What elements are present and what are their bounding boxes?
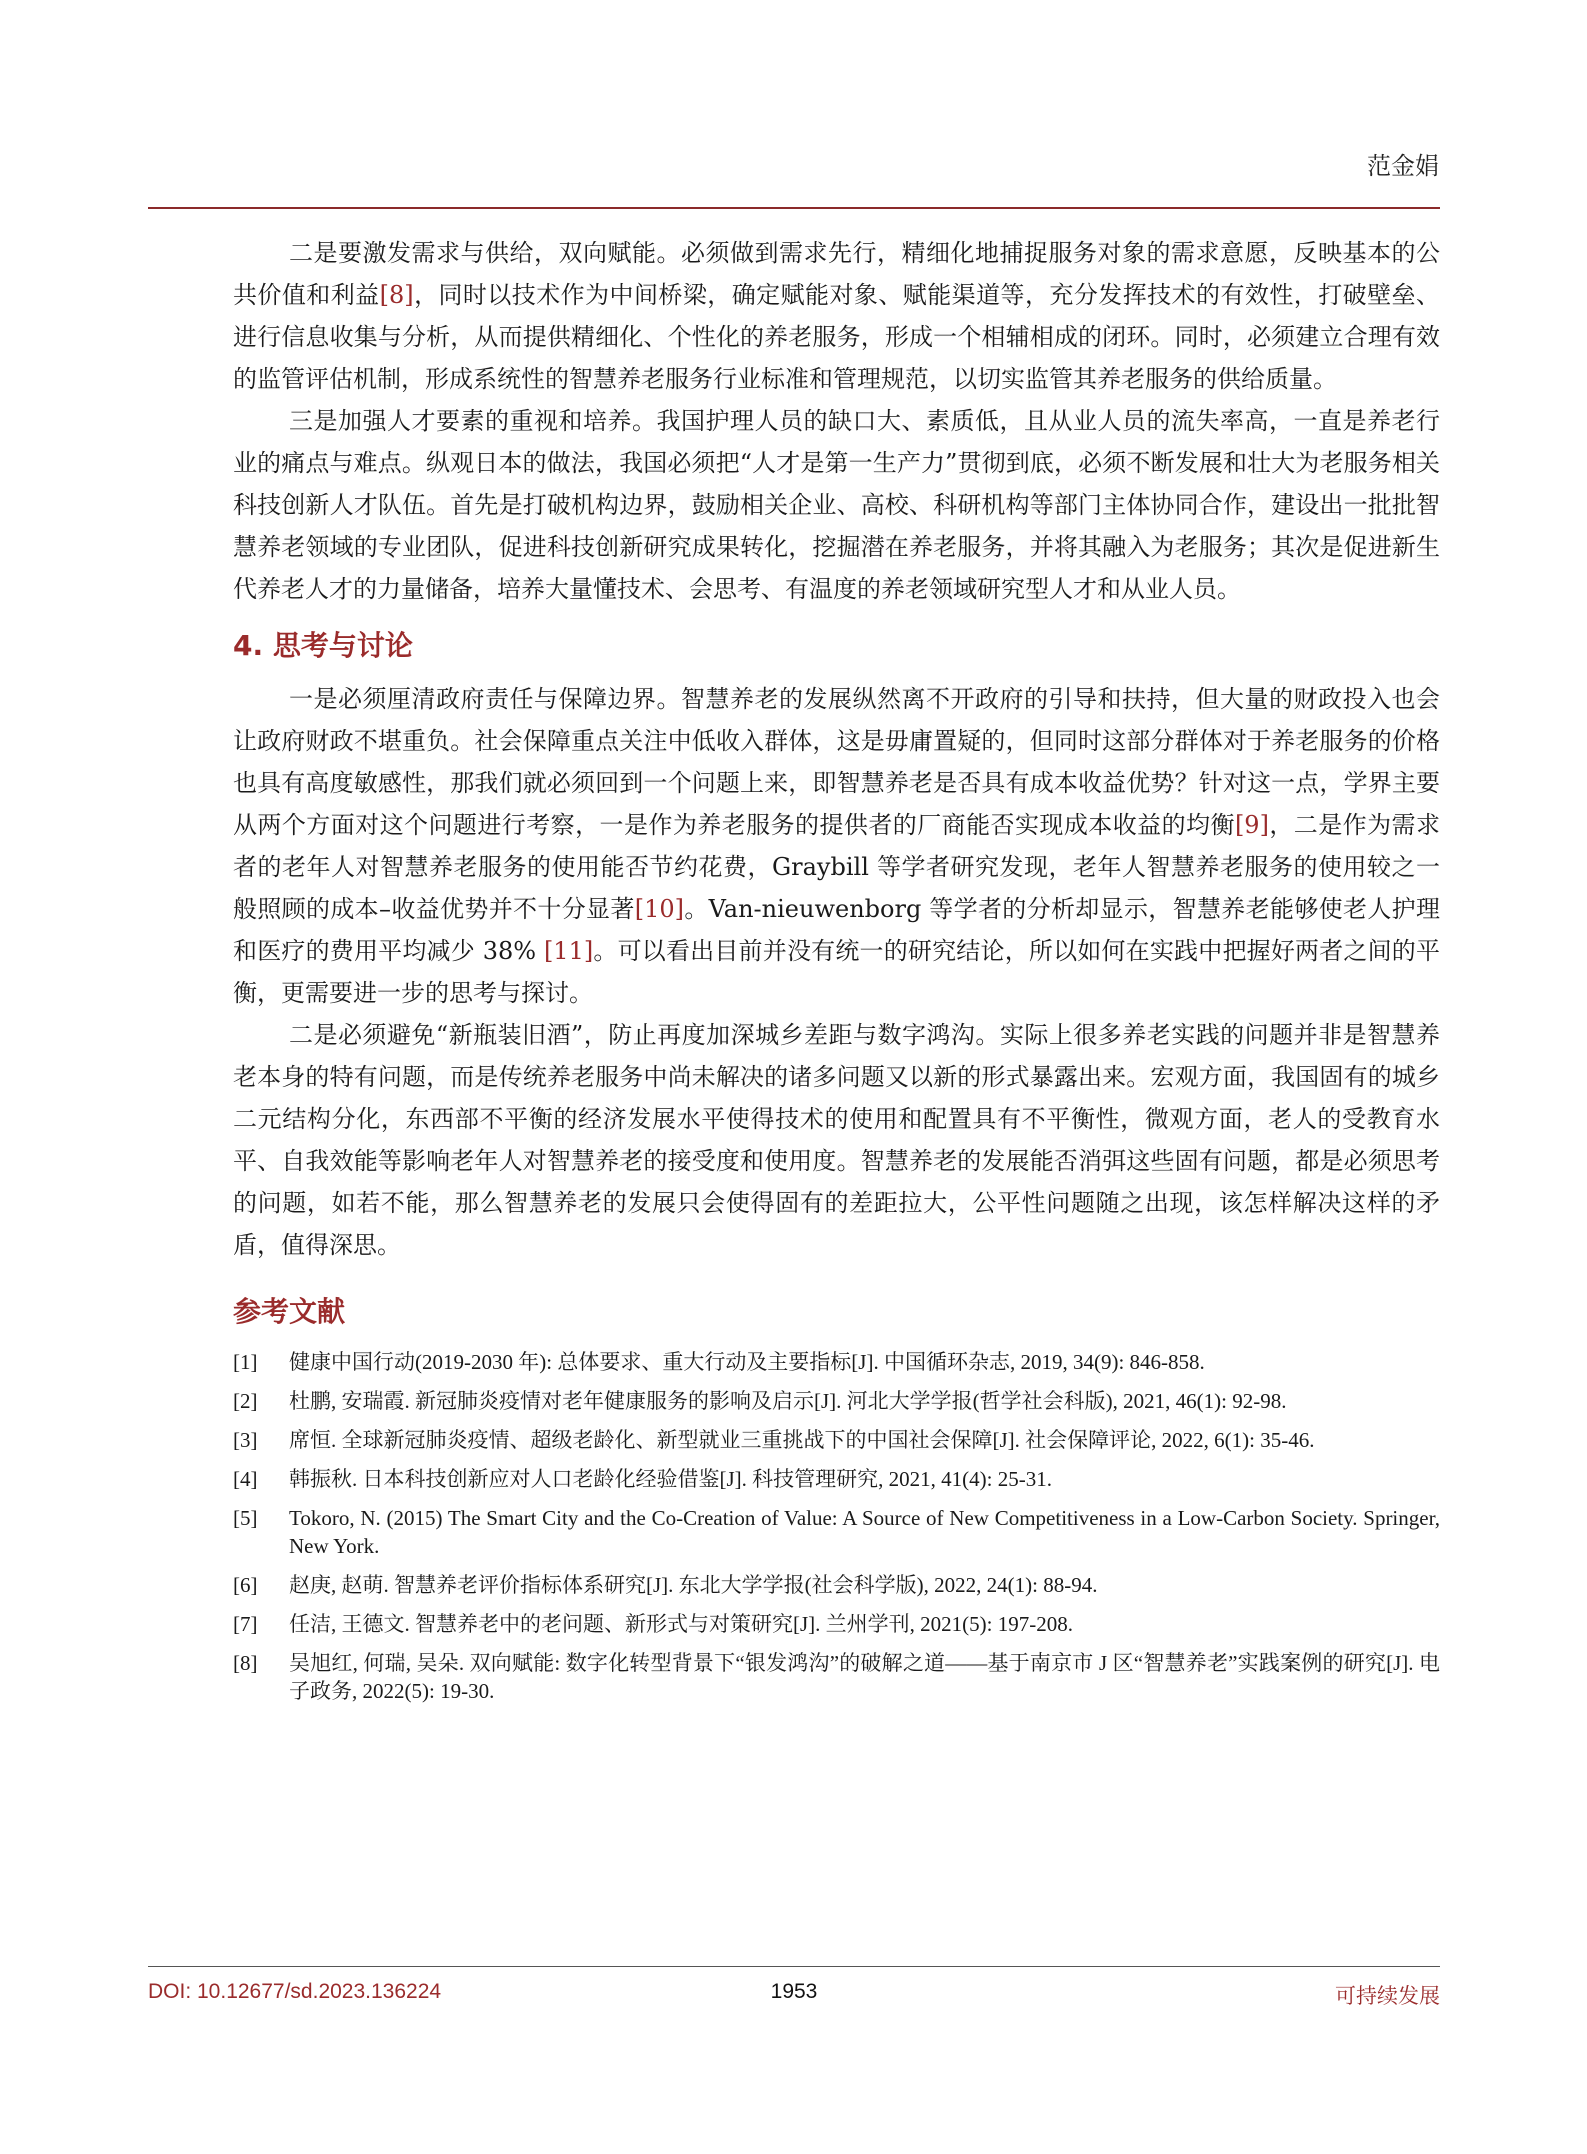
reference-number: [4] (233, 1467, 258, 1491)
paragraph-text: 。Van-nieuwenborg 等学者的分析却显示，智慧养老能够使老人护理和医疗的费用平均减少 38% (233, 895, 1440, 965)
paragraph-text: 。可以看出目前并没有统一的研究结论，所以如何在实践中把握好两者之间的平衡，更需要进一步的思考与探讨。 (233, 937, 1440, 1007)
references-heading: 参考文献 (233, 1295, 346, 1328)
footer (148, 1980, 1440, 2010)
page-number: 1953 (770, 1980, 818, 2003)
reference-text: 赵庚, 赵萌. 智慧养老评价指标体系研究[J]. 东北大学学报(社会科学版), 2022, 24(1): 88-94. (289, 1573, 1098, 1597)
paragraph-text: 二是必须避免“新瓶装旧酒”，防止再度加深城乡差距与数字鸿沟。实际上很多养老实践的问题并非是智慧养老本身的特有问题，而是传统养老服务中尚未解决的诸多问题又以新的形式暴露出来。宏观方面，我国固有的城乡二元结构分化，东西部不平衡的经济发展水平使得技术的使用和配置具有不平衡性，微观方面，老人的受教育水平、自我效能等影响老年人对智慧养老的接受度和使用度。智慧养老的发展能否消弭这些固有问题，都是必须思考的问题，如若不能，那么智慧养老的发展只会使得固有的差距拉大，公平性问题随之出现，该怎样解决这样的矛盾，值得深思。 (233, 1021, 1440, 1259)
reference-item (233, 1348, 1440, 1376)
footer-rule (148, 1966, 1440, 1967)
reference-number: [1] (233, 1350, 258, 1374)
paragraph-text: 一是必须厘清政府责任与保障边界。智慧养老的发展纵然离不开政府的引导和扶持，但大量的财政投入也会让政府财政不堪重负。社会保障重点关注中低收入群体，这是毋庸置疑的，但同时这部分群体对于养老服务的价格也具有高度敏感性，那我们就必须回到一个问题上来，即智慧养老是否具有成本收益优势？针对这一点，学界主要从两个方面对这个问题进行考察，一是作为养老服务的提供者的厂商能否实现成本收益的均衡 (233, 685, 1440, 839)
reference-number: [8] (233, 1651, 258, 1675)
paragraph (233, 678, 1440, 1014)
reference-item (233, 1610, 1440, 1638)
footer-doi[interactable]: DOI: 10.12677/sd.2023.136224 (148, 1980, 442, 2003)
page-content (233, 232, 1440, 1716)
reference-number: [7] (233, 1612, 258, 1636)
reference-text: 吴旭红, 何瑞, 吴朵. 双向赋能: 数字化转型背景下“银发鸿沟”的破解之道——基于南京市 J 区“智慧养老”实践案例的研究[J]. 电子政务, 2022(5): 19-30. (289, 1651, 1440, 1703)
reference-number: [2] (233, 1389, 258, 1413)
paragraph-text: 二是要激发需求与供给，双向赋能。必须做到需求先行，精细化地捕捉服务对象的需求意愿，反映基本的公共价值和利益 (233, 239, 1440, 309)
citation-link[interactable]: [8] (379, 281, 414, 309)
citation-link[interactable]: [9] (1234, 811, 1269, 839)
reference-item (233, 1465, 1440, 1493)
reference-item (233, 1387, 1440, 1415)
reference-number: [3] (233, 1428, 258, 1452)
reference-item (233, 1571, 1440, 1599)
reference-text: 杜鹏, 安瑞霞. 新冠肺炎疫情对老年健康服务的影响及启示[J]. 河北大学学报(哲学社会科版), 2021, 46(1): 92-98. (289, 1389, 1287, 1413)
section-heading: 4. 思考与讨论 (233, 629, 413, 662)
paragraph (233, 232, 1440, 400)
reference-number: [5] (233, 1506, 258, 1530)
citation-link[interactable]: [10] (634, 895, 684, 923)
reference-item (233, 1649, 1440, 1705)
journal-name: 可持续发展 (1335, 1985, 1440, 2008)
header-author: 范金娟 (1367, 152, 1439, 180)
header-rule (148, 207, 1440, 209)
reference-number: [6] (233, 1573, 258, 1597)
reference-text: 任洁, 王德文. 智慧养老中的老问题、新形式与对策研究[J]. 兰州学刊, 2021(5): 197-208. (289, 1612, 1073, 1636)
paragraph-text: ，同时以技术作为中间桥梁，确定赋能对象、赋能渠道等，充分发挥技术的有效性，打破壁垒、进行信息收集与分析，从而提供精细化、个性化的养老服务，形成一个相辅相成的闭环。同时，必须建立合理有效的监管评估机制，形成系统性的智慧养老服务行业标准和管理规范，以切实监管其养老服务的供给质量。 (233, 281, 1440, 393)
citation-link[interactable]: [11] (543, 937, 594, 965)
paragraph (233, 400, 1440, 610)
reference-text: Tokoro, N. (2015) The Smart City and the Co-Creation of Value: A Source of New Competitiveness in a Low-Carbon Society. Springer, New York. (289, 1506, 1440, 1558)
reference-item (233, 1426, 1440, 1454)
paragraph (233, 1014, 1440, 1266)
paragraph-text: 三是加强人才要素的重视和培养。我国护理人员的缺口大、素质低，且从业人员的流失率高，一直是养老行业的痛点与难点。纵观日本的做法，我国必须把“人才是第一生产力”贯彻到底，必须不断发展和壮大为老服务相关科技创新人才队伍。首先是打破机构边界，鼓励相关企业、高校、科研机构等部门主体协同合作，建设出一批批智慧养老领域的专业团队，促进科技创新研究成果转化，挖掘潜在养老服务，并将其融入为老服务；其次是促进新生代养老人才的力量储备，培养大量懂技术、会思考、有温度的养老领域研究型人才和从业人员。 (233, 407, 1440, 603)
reference-list (233, 1348, 1440, 1705)
reference-text: 席恒. 全球新冠肺炎疫情、超级老龄化、新型就业三重挑战下的中国社会保障[J]. 社会保障评论, 2022, 6(1): 35-46. (289, 1428, 1315, 1452)
paragraph-text: ，二是作为需求者的老年人对智慧养老服务的使用能否节约花费，Graybill 等学者研究发现，老年人智慧养老服务的使用较之一般照顾的成本–收益优势并不十分显著 (233, 811, 1440, 923)
reference-item (233, 1504, 1440, 1560)
reference-text: 韩振秋. 日本科技创新应对人口老龄化经验借鉴[J]. 科技管理研究, 2021, 41(4): 25-31. (289, 1467, 1052, 1491)
reference-text: 健康中国行动(2019-2030 年): 总体要求、重大行动及主要指标[J]. 中国循环杂志, 2019, 34(9): 846-858. (289, 1350, 1205, 1374)
